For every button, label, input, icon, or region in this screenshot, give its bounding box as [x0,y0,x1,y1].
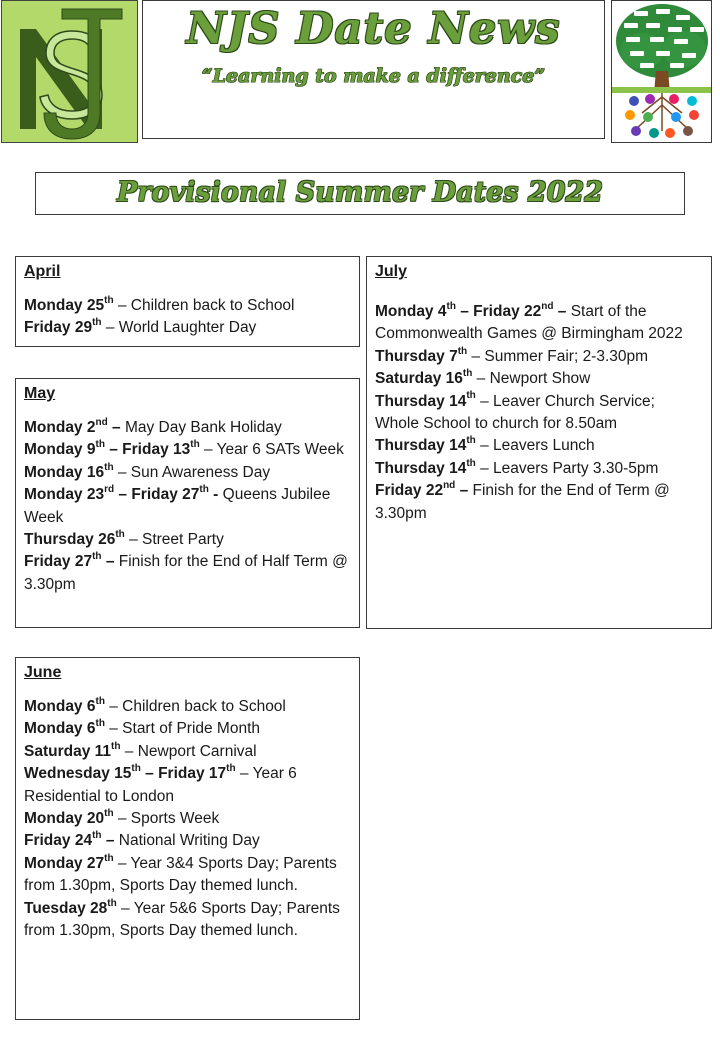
event-date [375,370,472,387]
banner-title: Provisional Summer Dates 2022 [116,177,604,208]
date-separator: – [455,482,473,500]
event-description: – Sun Awareness Day [113,463,271,481]
date-suffix: th [92,830,102,842]
newsletter-header [142,0,605,139]
event-description: Start of the Commonwealth Games @ Birmingham 2022 [375,303,683,343]
date-text: Tuesday 28 [24,899,108,917]
date-text: Monday 25 [24,297,105,314]
event-entry [24,551,351,596]
event-entry [24,830,351,852]
event-description: – Newport Show [472,370,591,388]
date-separator: - [208,486,223,504]
event-entry [375,301,703,346]
date-text: Monday 6 [24,698,96,715]
event-date [375,437,476,454]
date-suffix: th [466,457,476,469]
date-suffix: th [457,345,468,357]
date-text: – Friday 17 [140,765,227,783]
date-suffix: th [104,852,114,864]
date-suffix: th [111,740,121,752]
event-entry [24,718,351,740]
date-text: Thursday 14 [375,392,467,410]
event-date [24,765,236,782]
event-date [24,832,119,849]
date-text: Thursday 26 [24,531,116,549]
date-text: Monday 6 [24,720,96,738]
event-date [24,897,117,917]
event-date [24,441,200,458]
event-date [375,345,468,365]
event-entry [24,484,351,529]
date-text: Saturday 16 [375,370,463,388]
values-tree-logo-icon [612,1,712,143]
event-entry [375,368,703,390]
date-text: Friday 24 [24,832,93,850]
event-date [24,695,105,715]
date-text: Monday 16 [24,463,105,481]
date-text: Saturday 11 [24,742,112,760]
date-suffix: th [131,763,141,775]
njs-monogram-logo-icon [2,1,138,143]
date-suffix: th [104,807,114,819]
event-entry [24,529,351,551]
event-date [24,852,114,872]
event-date [375,300,571,320]
event-description: – Leavers Party 3.30-5pm [475,459,659,477]
event-date [24,486,223,503]
event-description: – World Laughter Day [101,319,257,337]
event-entry [24,853,351,898]
event-entry [24,741,351,763]
date-text: Wednesday 15 [24,765,132,783]
date-text: Monday 27 [24,854,105,872]
date-suffix: th [446,300,456,312]
event-description: – Summer Fair; 2-3.30pm [467,347,649,365]
newsletter-title: NJS Date News [186,4,561,54]
may-box [15,378,360,628]
event-entry [24,763,351,808]
event-entry [24,462,351,484]
event-description: May Day Bank Holiday [124,419,282,436]
month-heading: July [375,263,408,280]
date-text: – Friday 13 [104,441,191,459]
date-suffix: nd [541,300,554,312]
event-description: National Writing Day [118,832,260,850]
date-suffix: th [226,763,236,775]
date-suffix: th [107,897,117,909]
date-text: Monday 23 [24,486,105,504]
event-entry [375,458,703,480]
date-text: Friday 29 [24,319,93,337]
event-list [24,417,351,596]
event-entry [24,439,351,461]
event-date [24,416,125,436]
event-description: – Sports Week [113,810,220,828]
event-date [24,528,125,549]
month-heading: May [24,385,56,402]
event-description: – Children back to School [104,698,286,715]
june-box [15,657,360,1020]
event-entry [24,417,351,439]
event-description: – Leavers Lunch [475,437,595,455]
event-entry [24,898,351,943]
school-logo [1,0,138,143]
event-date [24,553,119,570]
event-description: Finish for the End of Term @ 3.30pm [375,482,670,522]
event-date [375,482,473,499]
date-text: Friday 22 [375,482,444,500]
event-description: – Year 5&6 Sports Day; Parents from 1.30pm, Sports Day themed lunch. [24,899,340,940]
event-entry [24,808,351,830]
event-description: – Children back to School [113,297,295,314]
event-date [24,319,102,336]
event-entry [375,480,703,525]
date-text: Thursday 14 [375,437,467,455]
date-suffix: th [462,368,473,380]
date-suffix: th [104,461,114,473]
date-text: – Friday 27 [114,486,200,504]
date-suffix: th [466,435,476,447]
date-separator: – [107,419,125,436]
event-date [375,457,476,477]
month-heading: April [24,263,61,280]
event-description: Finish for the End of Half Term @ 3.30pm [24,553,348,593]
tree-logo [611,0,712,143]
event-entry [24,317,351,339]
event-description: Queens Jubilee Week [24,486,331,526]
dates-banner [35,172,685,215]
event-description: – Year 6 Residential to London [24,765,297,805]
date-text: Monday 9 [24,441,96,459]
date-suffix: th [95,718,105,730]
event-entry [375,391,703,436]
july-box [366,256,712,629]
event-date [24,294,114,314]
date-separator: – [101,553,119,571]
date-suffix: th [466,390,476,402]
date-suffix: th [190,439,200,451]
event-list [24,295,351,340]
date-separator: – [553,303,571,320]
event-description: – Year 3&4 Sports Day; Parents from 1.30pm, Sports Day themed lunch. [24,854,337,895]
event-entry [375,346,703,368]
month-heading: June [24,664,62,681]
date-suffix: th [199,484,209,496]
date-suffix: rd [104,484,115,496]
date-suffix: th [95,695,105,707]
date-suffix: nd [95,416,108,428]
event-description: – Start of Pride Month [104,720,261,738]
date-suffix: th [104,294,114,306]
date-suffix: nd [443,480,456,492]
date-text: – Friday 22 [455,303,542,320]
event-description: – Year 6 SATs Week [199,441,344,459]
event-date [375,390,476,410]
event-date [24,720,105,737]
event-entry [375,435,703,457]
event-entry [24,295,351,317]
date-suffix: th [95,439,105,451]
event-date [24,740,121,760]
event-list [375,301,703,525]
event-entry [24,696,351,718]
date-text: Thursday 14 [375,459,467,477]
event-description: – Leaver Church Service; Whole School to church for 8.50am [375,392,655,433]
date-separator: – [101,832,119,850]
event-date [24,807,114,828]
date-suffix: th [92,551,102,563]
date-text: Thursday 7 [375,347,458,365]
event-list [24,696,351,942]
event-description: – Newport Carnival [120,742,257,760]
date-text: Friday 27 [24,553,93,571]
april-box [15,256,360,347]
event-description: – Street Party [124,531,224,549]
date-text: Monday 4 [375,303,447,320]
date-suffix: th [115,528,125,540]
date-suffix: th [92,317,102,329]
date-text: Monday 2 [24,419,96,436]
school-motto: “Learning to make a difference” [201,65,546,87]
date-text: Monday 20 [24,810,105,828]
event-date [24,461,114,481]
